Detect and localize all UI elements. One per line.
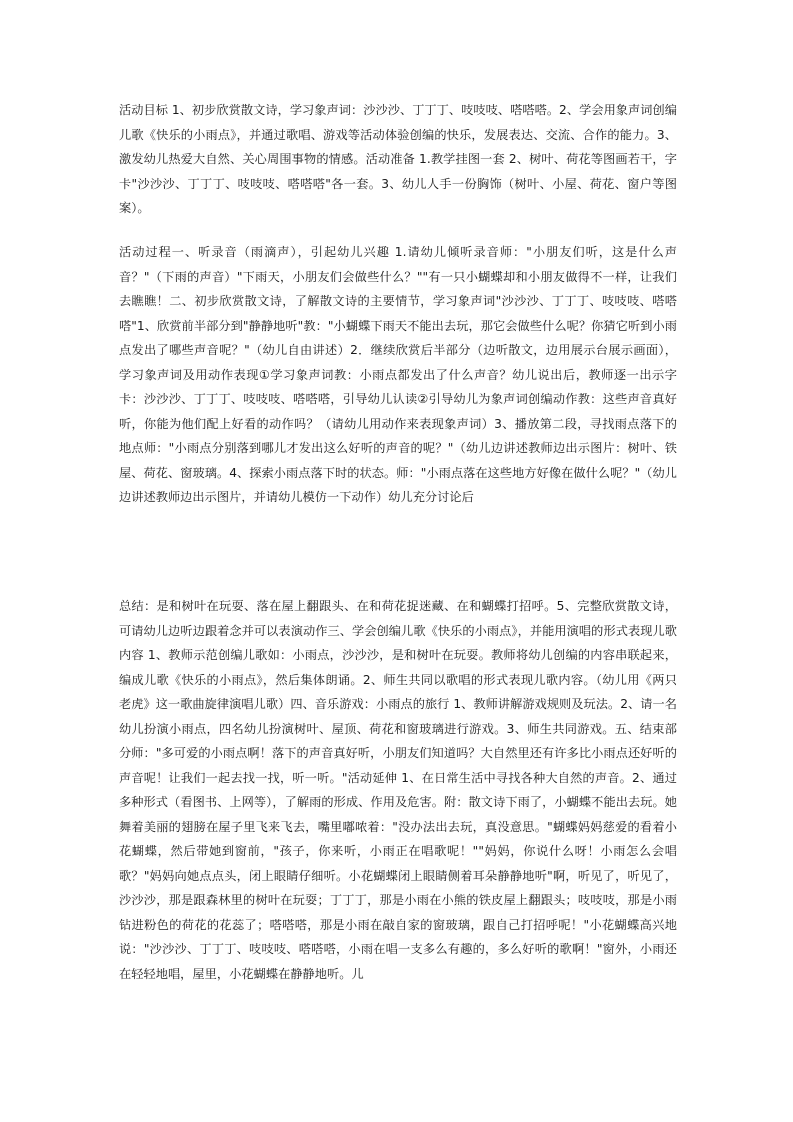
paragraph-activity-goals: 活动目标 1、初步欣赏散文诗，学习象声词：沙沙沙、丁丁丁、吱吱吱、嗒嗒嗒。2、学会用象声词创编儿歌《快乐的小雨点》，并通过歌唱、游戏等活动体验创编的快乐，发展表达、交流、合作的能力。3、激发幼儿热爱大自然、关心周围事物的情感。活动准备 1.教学挂图一套 2、树叶、荷花等图画若干，字卡"沙沙沙、丁丁丁、吱吱吱、嗒嗒嗒"各一套。3、幼儿人手一份胸饰（树叶、小屋、荷花、窗户等图案）。 xyxy=(119,103,677,215)
paragraph-summary-and-poem: 总结：是和树叶在玩耍、落在屋上翻跟头、在和荷花捉迷藏、在和蝴蝶打招呼。5、完整欣赏散文诗，可请幼儿边听边跟着念并可以表演动作三、学会创编儿歌《快乐的小雨点》，并能用演唱的形式表现儿歌内容 1、教师示范创编儿歌如：小雨点，沙沙沙，是和树叶在玩耍。教师将幼儿创编的内容串联起来，编成儿歌《快乐的小雨点》，然后集体朗诵。2、师生共同以歌唱的形式表现儿歌内容。（幼儿用《两只老虎》这一歌曲旋律演唱儿歌）四、音乐游戏：小雨点的旅行 1、教师讲解游戏规则及玩法。2、请一名幼儿扮演小雨点，四名幼儿扮演树叶、屋顶、荷花和窗玻璃进行游戏。3、师生共同游戏。五、结束部分师："多可爱的小雨点啊！落下的声音真好听，小朋友们知道吗？大自然里还有许多比小雨点还好听的声音呢！让我们一起去找一找，听一听。"活动延伸 1、在日常生活中寻找各种大自然的声音。2、通过多种形式（看图书、上网等），了解雨的形成、作用及危害。附：散文诗下雨了，小蝴蝶不能出去玩。她舞着美丽的翅膀在屋子里飞来飞去，嘴里嘟哝着："没办法出去玩，真没意思。"蝴蝶妈妈慈爱的看着小花蝴蝶，然后带她到窗前，"孩子，你来听，小雨正在唱歌呢！""妈妈，你说什么呀！小雨怎么会唱歌？"妈妈向她点点头，闭上眼睛仔细听。小花蝴蝶闭上眼睛侧着耳朵静静地听"啊，听见了，听见了，沙沙沙，那是跟森林里的树叶在玩耍；丁丁丁，那是小雨在小熊的铁皮屋上翻跟头；吱吱吱，那是小雨钻进粉色的荷花的花蕊了；嗒嗒嗒，那是小雨在敲自家的窗玻璃，跟自己打招呼呢！"小花蝴蝶高兴地说："沙沙沙、丁丁丁、吱吱吱、嗒嗒嗒，小雨在唱一支多么有趣的，多么好听的歌啊！"窗外，小雨还在轻轻地唱，屋里，小花蝴蝶在静静地听。儿 xyxy=(119,599,677,981)
paragraph-activity-process: 活动过程一、听录音（雨滴声），引起幼儿兴趣 1.请幼儿倾听录音师："小朋友们听，这是什么声音？"（下雨的声音）"下雨天，小朋友们会做些什么？""有一只小蝴蝶却和小朋友做得不一样，让我们去瞧瞧！二、初步欣赏散文诗，了解散文诗的主要情节，学习象声词"沙沙沙、丁丁丁、吱吱吱、嗒嗒嗒"1、欣赏前半部分到"静静地听"教："小蝴蝶下雨天不能出去玩，那它会做些什么呢？你猜它听到小雨点发出了哪些声音呢？"（幼儿自由讲述）2．继续欣赏后半部分（边听散文，边用展示台展示画面），学习象声词及用动作表现①学习象声词教：小雨点都发出了什么声音？幼儿说出后，教师逐一出示字卡：沙沙沙、丁丁丁、吱吱吱、嗒嗒嗒，引导幼儿认读②引导幼儿为象声词创编动作教：这些声音真好听，你能为他们配上好看的动作吗？（请幼儿用动作来表现象声词）3、播放第二段，寻找雨点落下的地点师："小雨点分别落到哪儿才发出这么好听的声音的呢？"（幼儿边讲述教师边出示图片：树叶、铁屋、荷花、窗玻璃。4、探索小雨点落下时的状态。师："小雨点落在这些地方好像在做什么呢？"（幼儿边讲述教师边出示图片，并请幼儿模仿一下动作）幼儿充分讨论后 xyxy=(119,245,677,504)
